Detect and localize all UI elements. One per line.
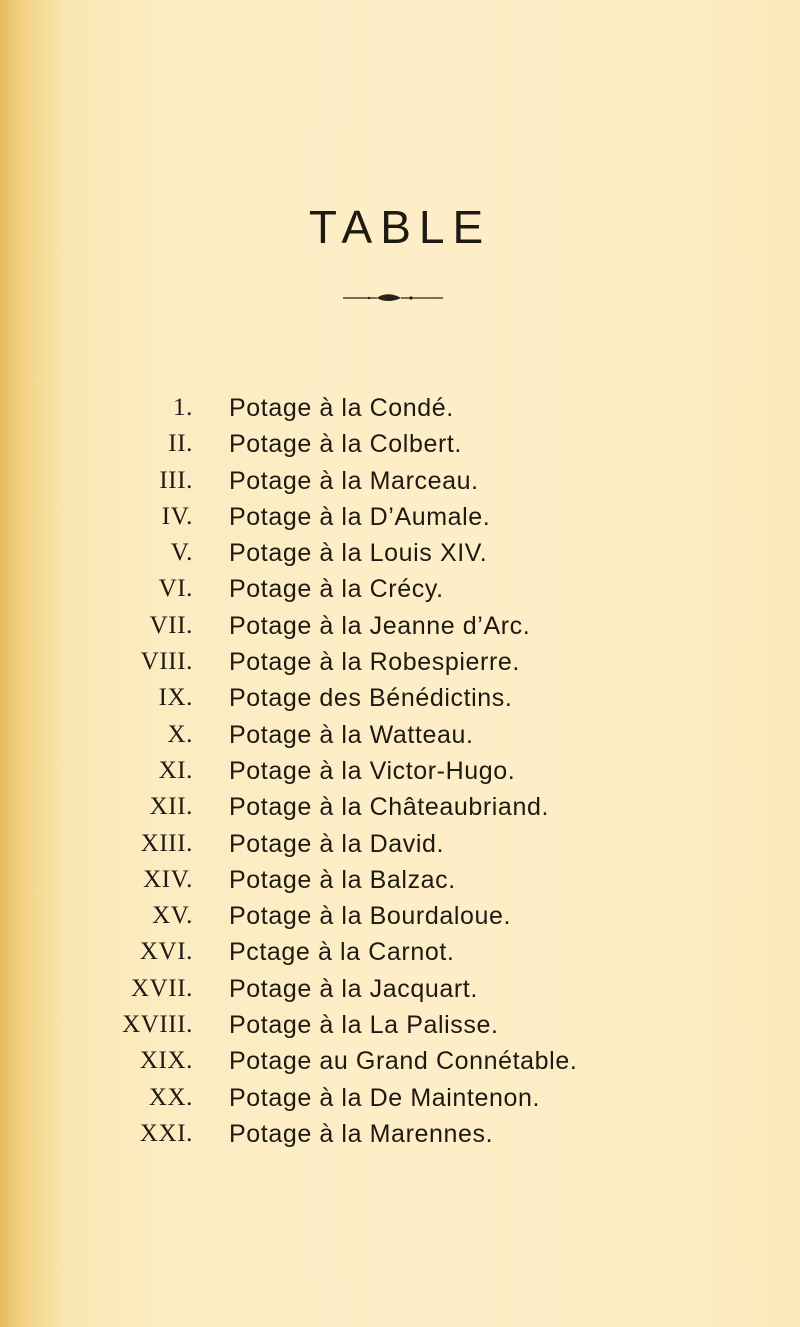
- list-item: [0, 1043, 800, 1079]
- list-item: [0, 463, 800, 499]
- entry-title: Potage à la Colbert.: [229, 430, 462, 459]
- list-item: [0, 680, 800, 716]
- entry-title: Potage à la De Maintenon.: [229, 1083, 541, 1112]
- entry-title: Potage à la Jacquart.: [229, 974, 478, 1003]
- entry-number: XV.: [152, 902, 193, 930]
- entry-title: Potage à la Balzac.: [229, 865, 456, 894]
- entry-title: Potage à la Robespierre.: [229, 648, 520, 677]
- entry-title: Potage des Bénédictins.: [229, 684, 513, 713]
- entry-title: Potage à la Bourdaloue.: [229, 902, 512, 931]
- entry-number: XXI.: [139, 1119, 193, 1147]
- list-item: [0, 753, 800, 789]
- list-item: [0, 1080, 800, 1116]
- list-item: [0, 898, 800, 934]
- entry-number: II.: [168, 430, 193, 458]
- list-item: [0, 608, 800, 644]
- list-item: [0, 789, 800, 825]
- entry-number: IV.: [161, 502, 193, 530]
- entry-title: Potage à la D’Aumale.: [229, 502, 491, 531]
- list-item: [0, 971, 800, 1007]
- entry-title: Potage à la Marennes.: [229, 1119, 494, 1148]
- table-of-contents-list: [0, 390, 800, 1152]
- entry-number: XVIII.: [122, 1011, 193, 1039]
- list-item: [0, 1116, 800, 1152]
- list-item: [0, 535, 800, 571]
- entry-title: Potage à la Jeanne d’Arc.: [229, 611, 531, 640]
- list-item: [0, 499, 800, 535]
- list-item: [0, 1007, 800, 1043]
- entry-number: XIII.: [140, 829, 193, 857]
- list-item: [0, 426, 800, 462]
- entry-title: Potage au Grand Connétable.: [229, 1047, 578, 1076]
- entry-title: Potage à la Louis XIV.: [229, 539, 488, 568]
- list-item: [0, 571, 800, 607]
- entry-number: XVII.: [130, 974, 193, 1002]
- entry-title: Potage à la Watteau.: [229, 720, 474, 749]
- leaf-rule-ornament-icon: [343, 292, 443, 304]
- list-item: [0, 390, 800, 426]
- entry-number: IX.: [158, 684, 193, 712]
- entry-number: VII.: [149, 611, 193, 639]
- entry-title: Potage à la David.: [229, 829, 445, 858]
- entry-number: XVI.: [139, 938, 193, 966]
- entry-number: X.: [167, 720, 193, 748]
- entry-number: III.: [159, 466, 193, 494]
- list-item: [0, 644, 800, 680]
- entry-number: VIII.: [140, 648, 193, 676]
- entry-title: Potage à la Victor-Hugo.: [229, 756, 516, 785]
- entry-title: Potage à la Marceau.: [229, 466, 479, 495]
- entry-number: XI.: [158, 756, 193, 784]
- entry-title: Potage à la Châteaubriand.: [229, 793, 549, 822]
- entry-title: Potage à la Crécy.: [229, 575, 444, 604]
- list-item: [0, 862, 800, 898]
- entry-title: Potage à la La Palisse.: [229, 1011, 499, 1040]
- entry-number: XX.: [148, 1083, 193, 1111]
- entry-number: V.: [170, 539, 193, 567]
- list-item: [0, 717, 800, 753]
- page-title: TABLE: [308, 201, 492, 253]
- entry-number: XII.: [149, 793, 193, 821]
- entry-number: XIX.: [139, 1047, 193, 1075]
- entry-title: Potage à la Condé.: [229, 394, 454, 422]
- list-item: [0, 826, 800, 862]
- list-item: [0, 934, 800, 970]
- entry-number: VI.: [158, 575, 193, 603]
- entry-number: XIV.: [143, 865, 193, 893]
- entry-number: 1.: [173, 394, 193, 421]
- entry-title: Pctage à la Carnot.: [229, 938, 455, 967]
